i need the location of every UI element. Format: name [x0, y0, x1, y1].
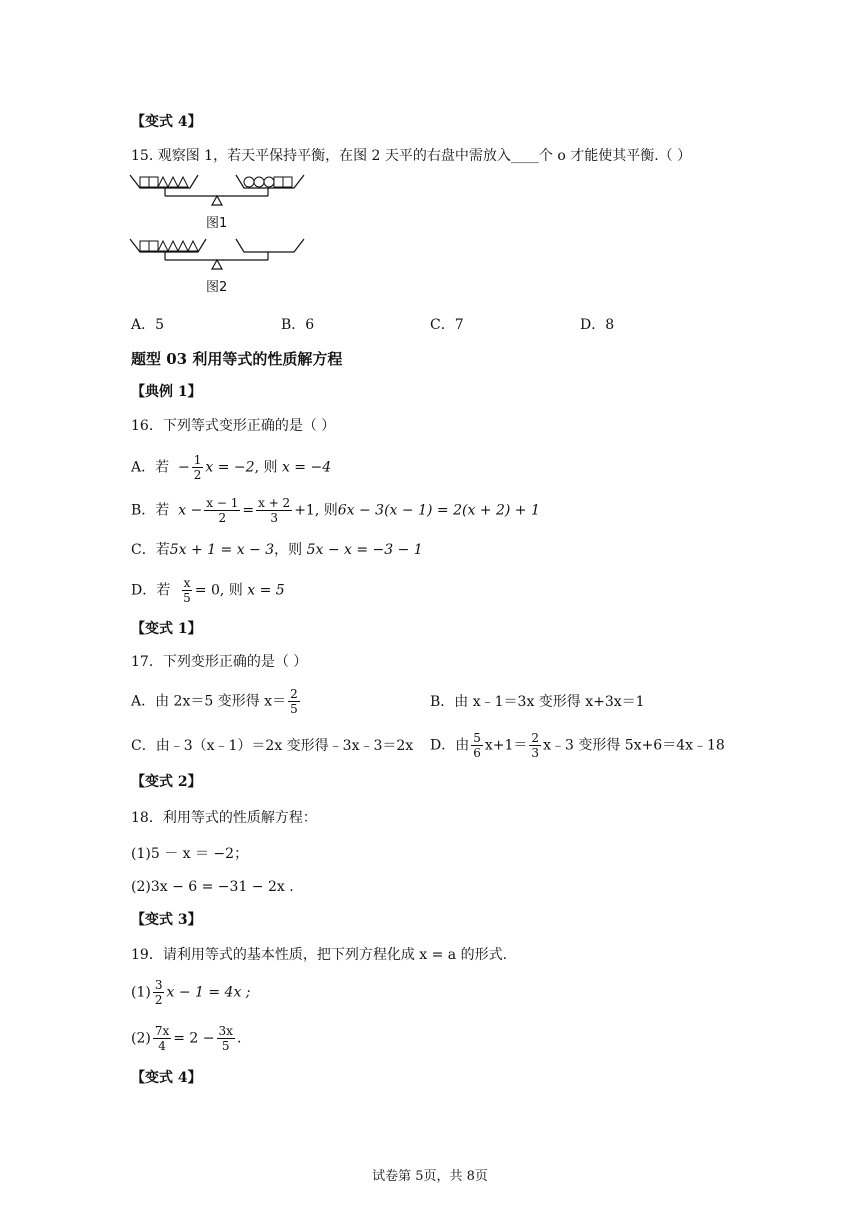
q18-part-2: (2)3x − 6 = −31 − 2x .: [131, 879, 294, 895]
question-16-text: 16．下列等式变形正确的是（ ）: [131, 418, 336, 434]
q19-2-prefix: (2): [131, 1030, 151, 1047]
q16-option-d: [131, 576, 285, 605]
q16-b-then: , 则: [314, 502, 338, 519]
q16-a-rhs: x = −4: [281, 459, 332, 476]
q19-1-prefix: (1): [131, 984, 151, 1001]
question-19-text: 19．请利用等式的基本性质，把下列方程化成 x = a 的形式.: [131, 947, 508, 963]
q16-b-eq: =: [242, 502, 255, 519]
q19-2-suffix: .: [236, 1030, 242, 1047]
q16-d-lhs: = 0: [194, 582, 220, 599]
fraction-3x-over-5: $\frac{3x}{5}$: [218, 1024, 233, 1053]
q16-option-a: [131, 453, 331, 482]
q16-c-lhs: 5x + 1 = x − 3: [169, 542, 275, 558]
fraction-x-over-5: $\frac{x}{5}$: [183, 576, 191, 605]
variant-tag: 【变式 4】: [131, 114, 202, 130]
fraction-2-over-5: $\frac{2}{5}$: [290, 687, 298, 716]
figure-2-caption: 图2: [206, 280, 228, 295]
q16-a-prefix: A．若: [131, 459, 170, 476]
example-tag: 【典例 1】: [131, 384, 202, 400]
q17-d-suffix: x﹣3 变形得 5x+6＝4x﹣18: [543, 737, 725, 754]
q15-option-c: C．7: [430, 317, 464, 333]
q16-b-rhs: 6x − 3(x − 1) = 2(x + 2) + 1: [337, 502, 540, 519]
fraction-x-plus-2-over-3: $\frac{x + 2}{3}$: [258, 496, 291, 525]
q16-c-then: ，则: [274, 542, 303, 558]
q16-d-rhs: x = 5: [247, 582, 285, 599]
q19-1-suffix: x − 1 = 4x ;: [166, 984, 251, 1001]
q16-option-b: [131, 496, 540, 525]
variant-1-tag: 【变式 1】: [131, 621, 202, 637]
question-18-text: 18．利用等式的性质解方程：: [131, 810, 317, 826]
q15-option-d: D．8: [580, 317, 615, 333]
q18-part-1: (1)5 － x ＝ −2；: [131, 846, 249, 862]
q17-option-c: C．由﹣3（x﹣1）＝2x 变形得﹣3x﹣3＝2x: [131, 738, 414, 754]
fraction-2-over-3: $\frac{2}{3}$: [531, 731, 540, 760]
variant-4-bottom-tag: 【变式 4】: [131, 1070, 202, 1086]
q16-c-rhs: 5x − x = −3 − 1: [306, 542, 423, 558]
fraction-3-over-2: $\frac{3}{2}$: [154, 978, 163, 1007]
q16-a-lhs: x = −2: [205, 459, 255, 476]
question-15-text: 15. 观察图 1，若天平保持平衡，在图 2 天平的右盘中需放入____个 o 才能使其平衡.（ ）: [131, 148, 692, 164]
section-title: 题型 03 利用等式的性质解方程: [131, 350, 343, 368]
fraction-x-minus-1-over-2: $\frac{x - 1}{2}$: [206, 496, 239, 525]
q16-b-lhs-a: x −: [178, 502, 203, 519]
q17-a-text: A．由 2x＝5 变形得 x＝: [131, 693, 287, 710]
variant-2-tag: 【变式 2】: [131, 774, 202, 790]
q15-option-b: B．6: [281, 317, 315, 333]
q15-option-a: A．5: [131, 317, 165, 333]
q16-option-c: [131, 540, 423, 560]
minus-sign: −: [178, 459, 190, 476]
q16-d-prefix: D．若: [131, 582, 171, 599]
fraction-one-half: $\frac{1}{2}$: [193, 453, 202, 482]
q17-d-prefix: D．由: [430, 737, 470, 754]
q16-a-then: , 则: [254, 459, 278, 476]
q17-option-a: [131, 687, 302, 716]
q19-part-2: [131, 1024, 241, 1053]
q17-option-d: [430, 731, 725, 760]
q19-2-mid: = 2 −: [173, 1030, 215, 1047]
q16-c-prefix: C．若: [131, 542, 170, 558]
page-footer: 试卷第 5页，共 8页: [372, 1169, 488, 1184]
q19-part-1: [131, 978, 251, 1007]
figure-1-caption: 图1: [206, 216, 228, 231]
q16-d-then: , 则: [219, 582, 243, 599]
q16-b-prefix: B．若: [131, 502, 170, 519]
q17-option-b: B．由 x﹣1＝3x 变形得 x+3x＝1: [430, 694, 645, 710]
fraction-7x-over-4: $\frac{7x}{4}$: [154, 1024, 170, 1053]
fraction-5-over-6: $\frac{5}{6}$: [473, 731, 481, 760]
variant-3-tag: 【变式 3】: [131, 912, 202, 928]
question-17-text: 17．下列变形正确的是（ ）: [131, 654, 308, 670]
q17-d-mid: x+1＝: [484, 737, 528, 754]
q16-b-plus-one: +1: [294, 502, 315, 519]
